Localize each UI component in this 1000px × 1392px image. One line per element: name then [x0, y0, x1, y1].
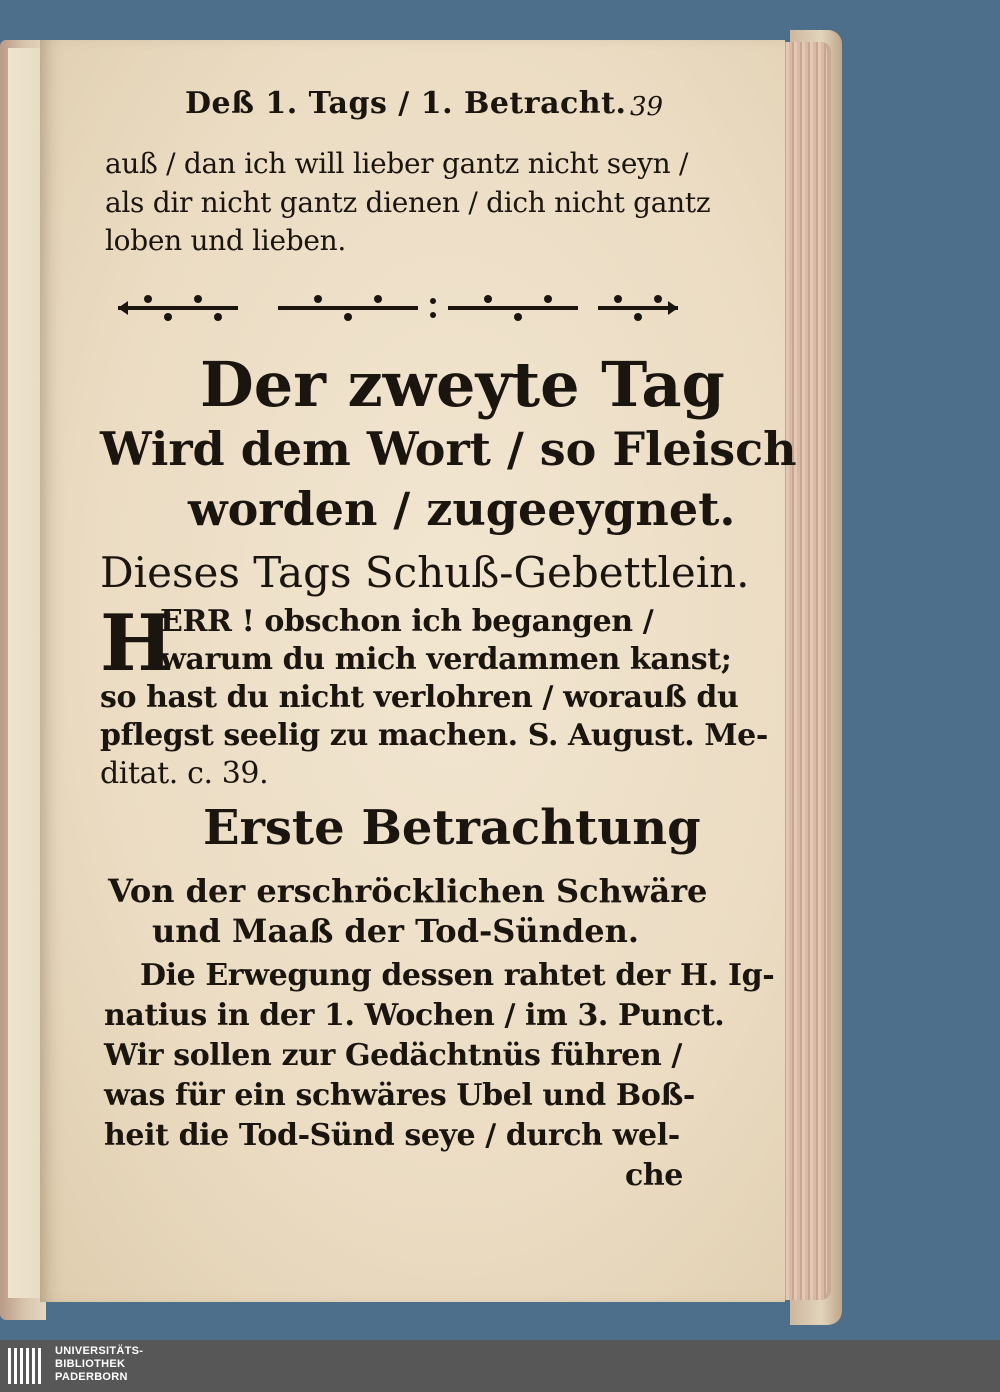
paragraph-line: heit die Tod-Sünd seye / durch wel-: [104, 1118, 680, 1153]
logo-line: BIBLIOTHEK: [55, 1358, 126, 1370]
library-logo-text: [55, 1345, 143, 1384]
section-subtitle-line: und Maaß der Tod-Sünden.: [152, 912, 640, 950]
prayer-line: ditat. c. 39.: [100, 756, 269, 791]
text-line: loben und lieben.: [105, 224, 346, 257]
prayer-subheading: Dieses Tags Schuß-Gebettlein.: [100, 548, 750, 597]
catchword: che: [625, 1158, 683, 1193]
prayer-line: pflegst seelig zu machen. S. August. Me-: [100, 718, 768, 753]
day-heading: Der zweyte Tag: [200, 348, 725, 421]
library-footer-bar: [0, 1340, 1000, 1392]
text-line: als dir nicht gantz dienen / dich nicht gantz: [105, 186, 711, 219]
logo-line: UNIVERSITÄTS-: [55, 1345, 144, 1357]
section-subtitle-line: Von der erschröcklichen Schwäre: [108, 872, 708, 910]
paragraph-line: Wir sollen zur Gedächtnüs führen /: [104, 1038, 682, 1073]
ornament-divider: [118, 287, 678, 329]
drop-capital: H: [100, 598, 174, 689]
prayer-line: so hast du nicht verlohren / worauß du: [100, 680, 739, 715]
library-logo-icon: [6, 1344, 46, 1388]
logo-line: PADERBORN: [55, 1371, 128, 1383]
prayer-line: ERR ! obschon ich begangen /: [160, 604, 654, 639]
page-number: 39: [630, 92, 664, 122]
paragraph-line: Die Erwegung dessen rahtet der H. Ig-: [140, 958, 775, 993]
paragraph-line: was für ein schwäres Ubel und Boß-: [104, 1078, 695, 1113]
dedication-heading-line: worden / zugeeygnet.: [188, 482, 736, 536]
dedication-heading-line: Wird dem Wort / so Fleisch: [100, 422, 797, 476]
section-title: Erste Betrachtung: [203, 800, 701, 856]
prayer-line: warum du mich verdammen kanst;: [160, 642, 732, 677]
paragraph-line: natius in der 1. Wochen / im 3. Punct.: [104, 998, 725, 1033]
running-head: Deß 1. Tags / 1. Betracht.: [185, 86, 627, 121]
text-line: auß / dan ich will lieber gantz nicht seyn /: [105, 147, 689, 180]
